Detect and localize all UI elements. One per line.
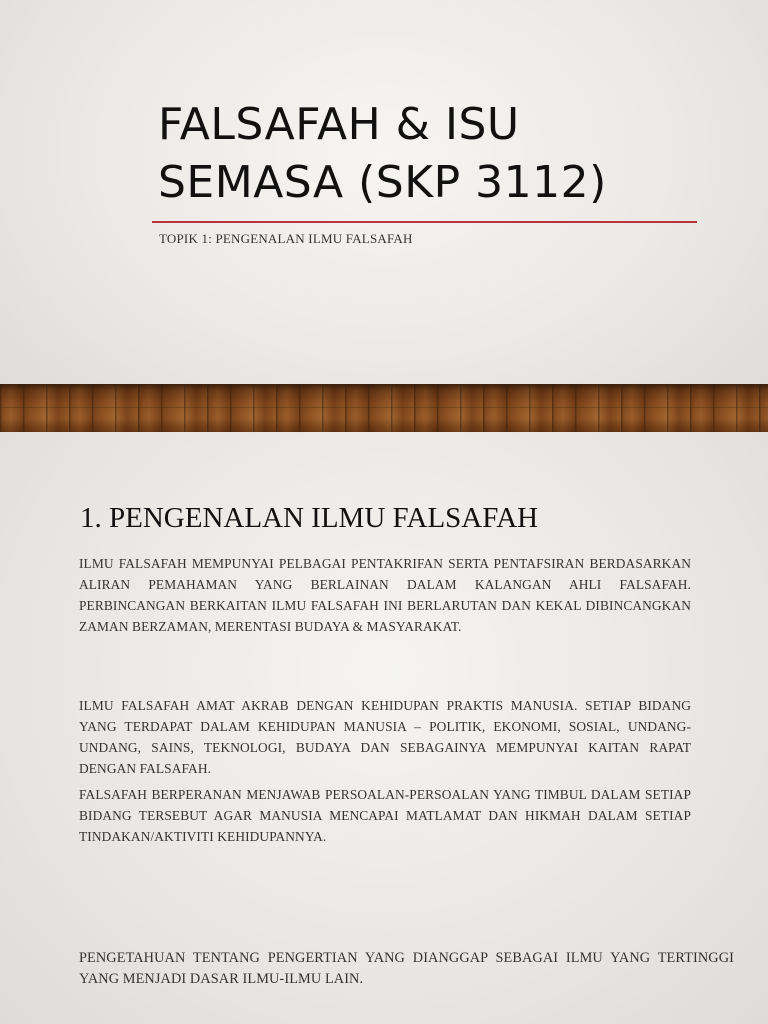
content-slide [0, 432, 768, 1024]
slide-title [158, 96, 718, 212]
paragraph-3: FALSAFAH BERPERANAN MENJAWAB PERSOALAN-PERSOALAN YANG TIMBUL DALAM SETIAP BIDANG TERSEBUT AGAR MANUSIA MENCAPAI MATLAMAT DAN HIKMAH DALAM SETIAP TINDAKAN/AKTIVITI KEHIDUPANNYA. [79, 787, 691, 844]
slide-title-line-2: SEMASA (SKP 3112) [158, 157, 607, 208]
title-divider [152, 221, 697, 223]
section-heading: 1. PENGENALAN ILMU FALSAFAH [80, 502, 539, 534]
wood-floor-decoration [0, 384, 768, 432]
slide-subtitle: TOPIK 1: PENGENALAN ILMU FALSAFAH [159, 231, 413, 246]
paragraph-2: ILMU FALSAFAH AMAT AKRAB DENGAN KEHIDUPAN PRAKTIS MANUSIA. SETIAP BIDANG YANG TERDAPAT DALAM KEHIDUPAN MANUSIA – POLITIK, EKONOMI, SOSIAL, UNDANG-UNDANG, SAINS, TEKNOLOGI, BUDAYA DAN SEBAGAINYA MEMPUNYAI KAITAN RAPAT DENGAN FALSAFAH. [79, 698, 691, 776]
paragraph-4: PENGETAHUAN TENTANG PENGERTIAN YANG DIANGGAP SEBAGAI ILMU YANG TERTINGGI YANG MENJADI DASAR ILMU-ILMU LAIN. [79, 950, 734, 987]
title-slide [0, 0, 768, 432]
slide-title-line-1: FALSAFAH & ISU [158, 99, 520, 150]
paragraph-1: ILMU FALSAFAH MEMPUNYAI PELBAGAI PENTAKRIFAN SERTA PENTAFSIRAN BERDASARKAN ALIRAN PEMAHAMAN YANG BERLAINAN DALAM KALANGAN AHLI FALSAFAH. PERBINCANGAN BERKAITAN ILMU FALSAFAH INI BERLARUTAN DAN KEKAL DIBINCANGKAN ZAMAN BERZAMAN, MERENTASI BUDAYA & MASYARAKAT. [79, 556, 691, 634]
